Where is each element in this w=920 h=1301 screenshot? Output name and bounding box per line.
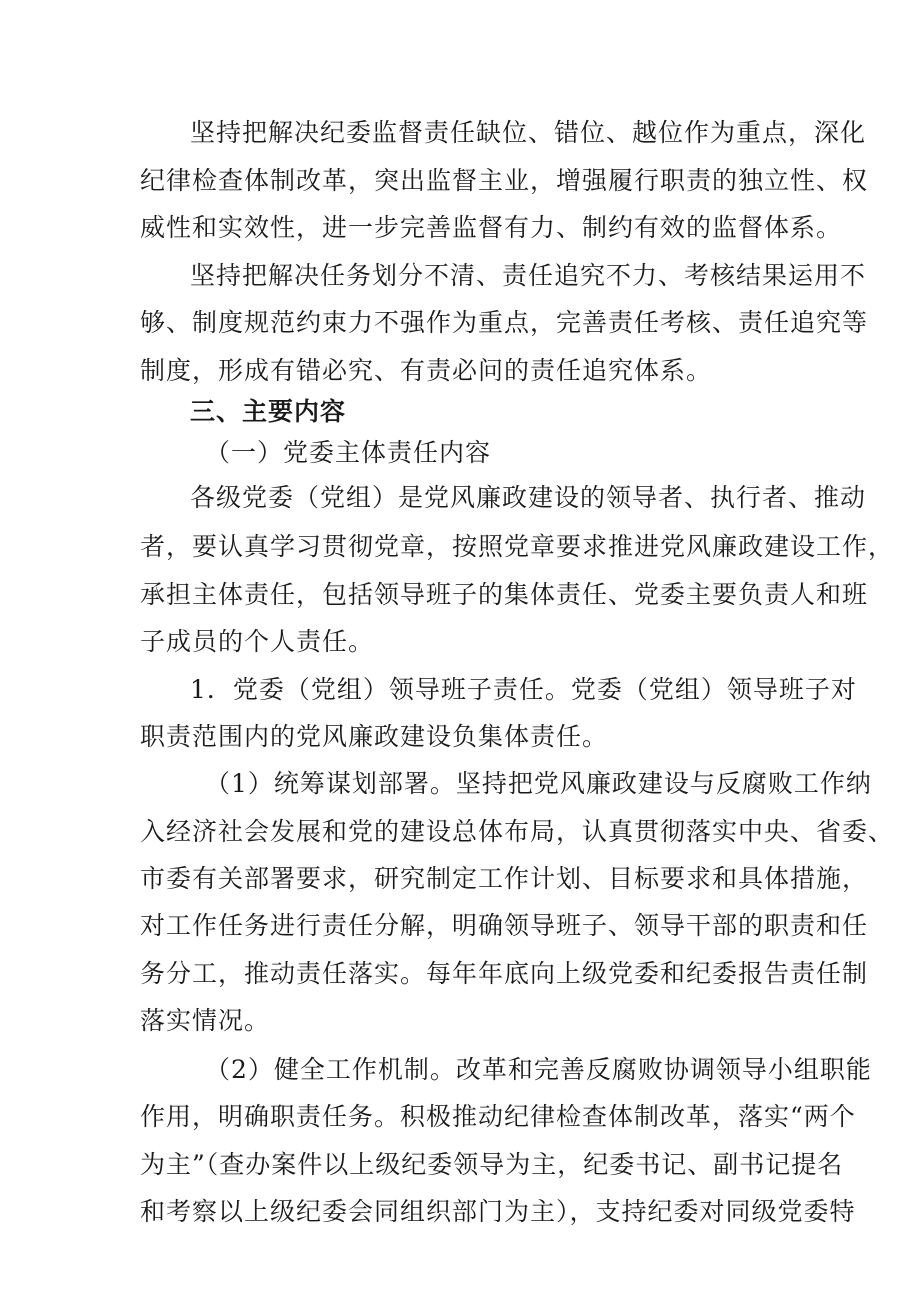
- paragraph-4-line-1: 1．党委（党组）领导班子责任。党委（党组）领导班子对: [190, 675, 857, 704]
- paragraph-5-line-5: 务分工，推动责任落实。每年年底向上级党委和纪委报告责任制: [140, 959, 869, 988]
- paragraph-1-line-3: 威性和实效性，进一步完善监督有力、制约有效的监督体系。: [140, 213, 843, 242]
- paragraph-3-line-3: 承担主体责任，包括领导班子的集体责任、党委主要负责人和班: [140, 580, 869, 609]
- paragraph-2-line-2: 够、制度规范约束力不强作为重点，完善责任考核、责任追究等: [140, 308, 869, 337]
- paragraph-4-line-2: 职责范围内的党风廉政建设负集体责任。: [140, 722, 609, 751]
- paragraph-6-line-2: 作用，明确职责任务。积极推动纪律检查体制改革，落实“两个: [140, 1102, 856, 1131]
- paragraph-6-line-4: 和考察以上级纪委会同组织部门为主），支持纪委对同级党委特: [140, 1197, 856, 1226]
- subsection-heading: （一）党委主体责任内容: [205, 438, 492, 467]
- paragraph-1-line-2: 纪律检查体制改革，突出监督主业，增强履行职责的独立性、权: [140, 166, 869, 195]
- paragraph-3-line-1: 各级党委（党组）是党风廉政建设的领导者、执行者、推动: [190, 483, 867, 512]
- paragraph-5-line-2: 入经济社会发展和党的建设总体布局，认真贯彻落实中央、省委、: [140, 817, 895, 846]
- paragraph-1-line-1: 坚持把解决纪委监督责任缺位、错位、越位作为重点，深化: [190, 118, 867, 147]
- paragraph-6-line-1: （2）健全工作机制。改革和完善反腐败协调领导小组职能: [205, 1055, 872, 1084]
- paragraph-3-line-4: 子成员的个人责任。: [140, 627, 375, 656]
- paragraph-2-line-1: 坚持把解决任务划分不清、责任追究不力、考核结果运用不: [190, 261, 867, 290]
- paragraph-2-line-3: 制度，形成有错必究、有责必问的责任追究体系。: [140, 356, 713, 385]
- section-heading: 三、主要内容: [190, 397, 347, 426]
- paragraph-5-line-3: 市委有关部署要求，研究制定工作计划、目标要求和具体措施，: [140, 864, 869, 893]
- paragraph-5-line-1: （1）统筹谋划部署。坚持把党风廉政建设与反腐败工作纳: [205, 769, 872, 798]
- paragraph-5-line-4: 对工作任务进行责任分解，明确领导班子、领导干部的职责和任: [140, 911, 869, 940]
- paragraph-3-line-2: 者，要认真学习贯彻党章，按照党章要求推进党风廉政建设工作，: [140, 532, 895, 561]
- paragraph-6-line-3: 为主”（查办案件以上级纪委领导为主，纪委书记、副书记提名: [140, 1150, 844, 1179]
- paragraph-5-line-6: 落实情况。: [140, 1006, 271, 1035]
